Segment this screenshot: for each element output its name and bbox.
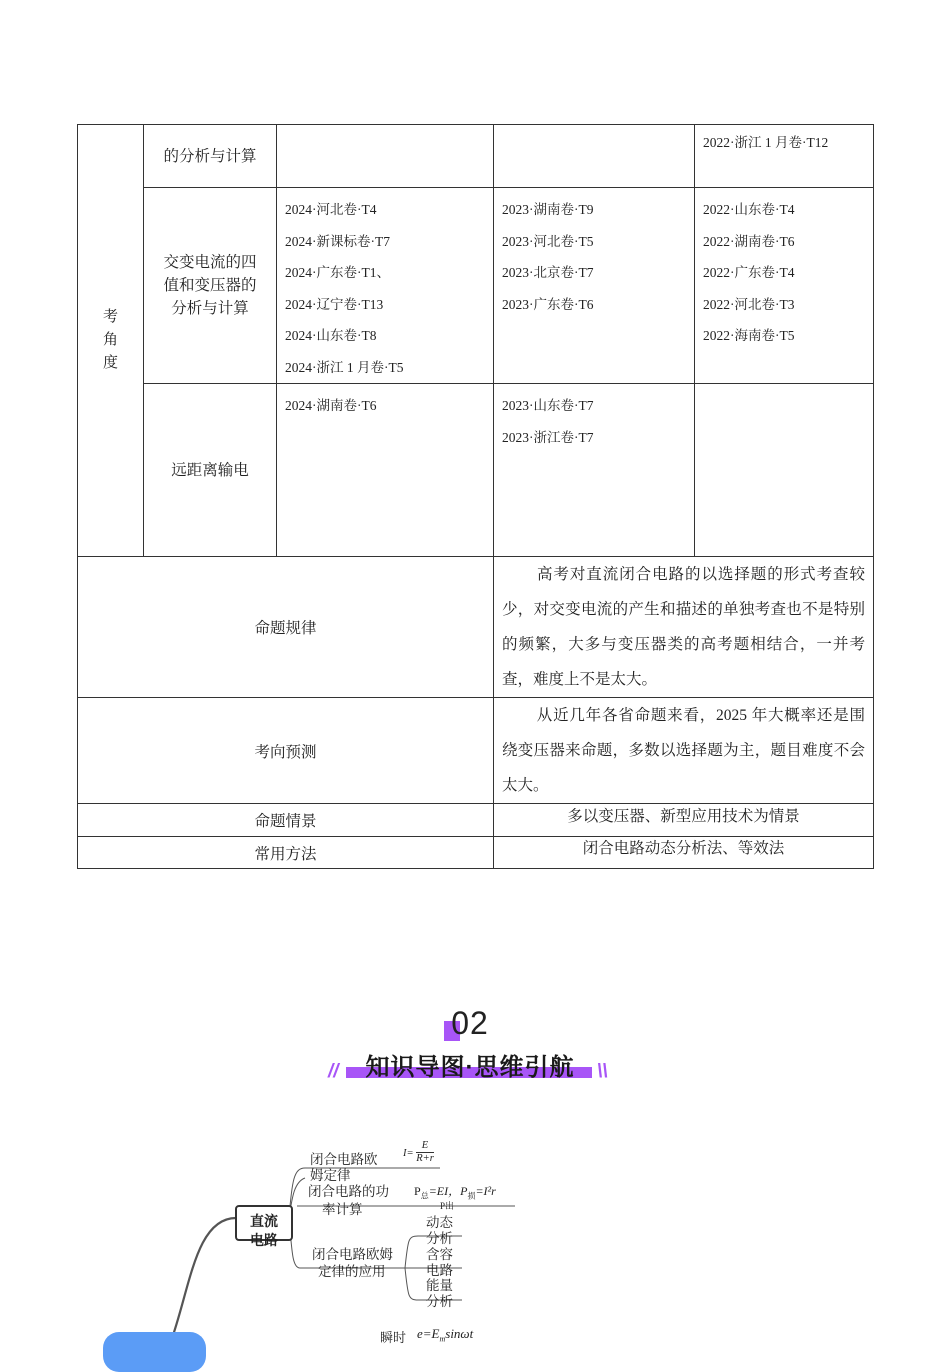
dc-circuit-node[interactable] bbox=[235, 1205, 293, 1248]
ref-item: 2022·浙江 1 月卷·T12 bbox=[703, 135, 829, 150]
formula-text: I= bbox=[403, 1148, 414, 1159]
sub-text-cut: 分析 bbox=[426, 1231, 453, 1246]
fraction-den: R+r bbox=[416, 1153, 434, 1164]
branch-text-cut: 率计算 bbox=[322, 1202, 363, 1217]
branch-label-power bbox=[308, 1183, 404, 1217]
root-connector bbox=[170, 1218, 236, 1344]
branch-label-ohm-application bbox=[312, 1246, 402, 1279]
formula-text: P bbox=[414, 1184, 421, 1198]
refs-2022-cell bbox=[695, 384, 874, 557]
ref-item: 2023·广东卷·T6 bbox=[502, 296, 594, 312]
branch-text-cut: 姆定律 bbox=[310, 1168, 351, 1183]
dc-node-label-sub: 电路 bbox=[250, 1232, 278, 1248]
summary-text-cell bbox=[494, 698, 874, 804]
sub-text: 能量 bbox=[426, 1278, 453, 1293]
ref-item: 2024·山东卷·T8 bbox=[285, 328, 377, 343]
sub-item-capacitor bbox=[426, 1247, 462, 1278]
formula-instantaneous bbox=[417, 1326, 473, 1344]
refs-2022-cell bbox=[695, 188, 874, 384]
deco-slash-right: \\ bbox=[597, 1061, 608, 1082]
refs-2024-cell bbox=[277, 384, 494, 557]
refs-2023-cell bbox=[494, 188, 695, 384]
branch-text-cut: 定律的应用 bbox=[318, 1264, 386, 1279]
exam-analysis-table bbox=[77, 124, 874, 869]
sub-text-cut: 分析 bbox=[426, 1294, 453, 1309]
sub-text-cut: 电路 bbox=[426, 1263, 453, 1278]
topic-cell bbox=[144, 125, 277, 188]
branch-label-ohm-law bbox=[310, 1150, 390, 1183]
formula-sub: 损 bbox=[467, 1191, 476, 1201]
summary-label: 命题情景 bbox=[78, 804, 494, 837]
dc-node-label: 直流 bbox=[250, 1213, 278, 1229]
summary-text: 多以变压器、新型应用技术为情景 bbox=[494, 804, 874, 837]
sub-connector bbox=[405, 1268, 418, 1300]
topic-text: 远距离输电 bbox=[171, 461, 249, 479]
root-node[interactable] bbox=[103, 1332, 206, 1372]
summary-text: 闭合电路动态分析法、等效法 bbox=[494, 837, 874, 869]
section-title: 知识导图·思维引航 bbox=[365, 1054, 575, 1081]
section-label-char: 度 bbox=[102, 355, 118, 371]
topic-cell bbox=[144, 384, 277, 557]
branch-text: 闭合电路欧 bbox=[310, 1152, 378, 1167]
sub-item-dynamic bbox=[426, 1215, 462, 1246]
sub-item-energy bbox=[426, 1278, 462, 1309]
ref-item: 2022·湖南卷·T6 bbox=[703, 233, 795, 249]
refs-2023-cell bbox=[494, 384, 695, 557]
sub-connector bbox=[405, 1236, 418, 1268]
summary-text-cell bbox=[494, 557, 874, 698]
summary-label: 考向预测 bbox=[78, 698, 494, 804]
mindmap-lines bbox=[0, 1100, 950, 1344]
refs-2023-cell bbox=[494, 125, 695, 188]
ref-item: 2024·广东卷·T1、 bbox=[285, 265, 390, 280]
summary-text: 从近几年各省命题来看，2025 年大概率还是围绕变压器来命题，多数以选择题为主，题目难度不会太大。 bbox=[502, 707, 865, 794]
ref-item: 2023·浙江卷·T7 bbox=[502, 429, 594, 445]
ref-item: 2022·河北卷·T3 bbox=[703, 296, 795, 312]
formula-text: e=E bbox=[417, 1326, 440, 1341]
ref-item: 2024·河北卷·T4 bbox=[285, 202, 377, 217]
ref-item: 2022·海南卷·T5 bbox=[703, 328, 795, 343]
ref-item: 2024·辽宁卷·T13 bbox=[285, 296, 384, 312]
section-label-char: 角 bbox=[102, 332, 118, 348]
formula-text: sinωt bbox=[445, 1326, 474, 1341]
topic-text: 的分析与计算 bbox=[163, 147, 257, 165]
ref-item: 2023·北京卷·T7 bbox=[502, 265, 594, 280]
branch-text: 闭合电路的功 bbox=[308, 1184, 389, 1199]
sub-text: 含容 bbox=[426, 1247, 453, 1262]
formula-text-cut: P出 bbox=[440, 1201, 455, 1212]
ref-item: 2023·湖南卷·T9 bbox=[502, 202, 594, 217]
deco-slash-left: // bbox=[328, 1061, 339, 1082]
refs-2024-cell bbox=[277, 125, 494, 188]
instantaneous-label: 瞬时 bbox=[380, 1330, 407, 1345]
ref-item: 2024·湖南卷·T6 bbox=[285, 398, 377, 413]
topic-cell bbox=[144, 188, 277, 384]
ref-item: 2023·山东卷·T7 bbox=[502, 398, 594, 413]
section-number: 02 bbox=[451, 1005, 489, 1041]
ref-item: 2024·浙江 1 月卷·T5 bbox=[285, 359, 404, 375]
topic-text: 交变电流的四值和变压器的分析与计算 bbox=[163, 254, 257, 317]
section-header bbox=[320, 1005, 620, 1085]
formula-power bbox=[414, 1182, 496, 1212]
section-label-char: 考 bbox=[102, 309, 118, 325]
sub-text: 动态 bbox=[426, 1215, 453, 1230]
ref-item: 2022·广东卷·T4 bbox=[703, 265, 795, 280]
fraction-num: E bbox=[416, 1140, 434, 1153]
summary-text: 高考对直流闭合电路的以选择题的形式考查较少，对交变电流的产生和描述的单独考查也不是特别的频繁，大多与变压器类的高考题相结合，一并考查，难度上不是太大。 bbox=[502, 566, 865, 688]
ref-item: 2024·新课标卷·T7 bbox=[285, 233, 390, 249]
ref-item: 2023·河北卷·T5 bbox=[502, 233, 594, 249]
fraction bbox=[416, 1140, 434, 1165]
formula-text: =EI，P bbox=[428, 1184, 468, 1198]
formula-sub: 总 bbox=[420, 1191, 429, 1201]
formula-ohm bbox=[403, 1140, 434, 1165]
summary-label: 命题规律 bbox=[78, 557, 494, 698]
refs-2024-cell bbox=[277, 188, 494, 384]
formula-sub: m bbox=[439, 1334, 446, 1344]
section-label-cell bbox=[78, 125, 144, 557]
ref-item: 2022·山东卷·T4 bbox=[703, 202, 795, 217]
formula-text: =I²r bbox=[475, 1184, 496, 1198]
refs-2022-cell bbox=[695, 125, 874, 188]
summary-label: 常用方法 bbox=[78, 837, 494, 869]
branch-text: 闭合电路欧姆 bbox=[312, 1247, 393, 1262]
